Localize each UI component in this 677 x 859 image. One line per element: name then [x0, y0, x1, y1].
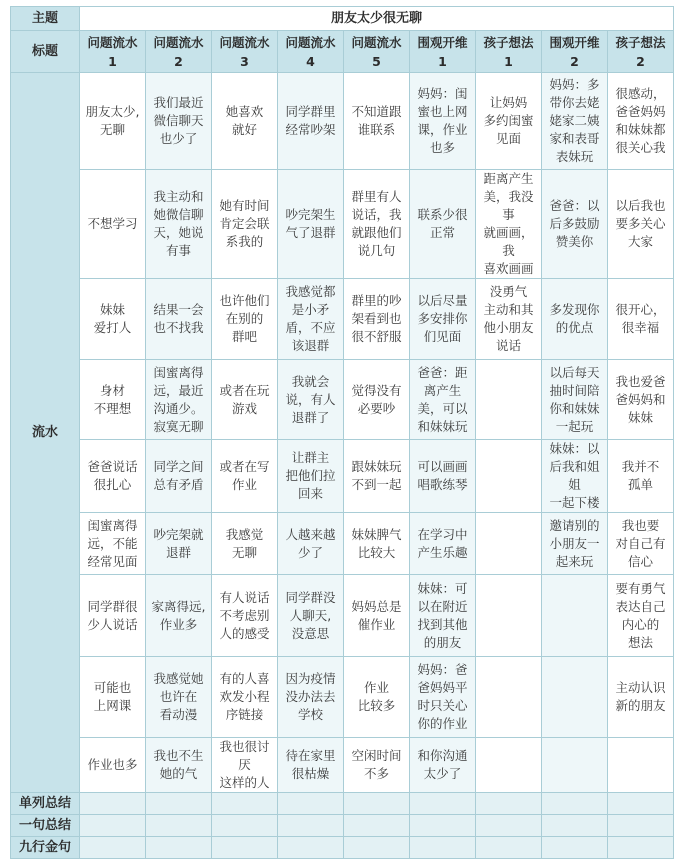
flow-cell: 有人说话 不考虑别 人的感受	[212, 575, 278, 657]
summary-cell	[608, 815, 674, 837]
flow-cell: 爸爸：距 离产生 美，可以 和妹妹玩	[410, 360, 476, 440]
flow-cell: 不知道跟 谁联系	[344, 73, 410, 170]
flow-cell: 她有时间 肯定会联 系我的	[212, 170, 278, 279]
summary-label: 单列总结	[11, 793, 80, 815]
flow-cell: 主动认识 新的朋友	[608, 657, 674, 738]
summary-cell	[344, 815, 410, 837]
flow-cell: 可能也 上网课	[80, 657, 146, 738]
summary-cell	[212, 793, 278, 815]
flow-cell	[476, 657, 542, 738]
summary-cell	[212, 815, 278, 837]
flow-cell: 吵完架就 退群	[146, 513, 212, 575]
flow-cell: 在学习中 产生乐趣	[410, 513, 476, 575]
flow-cell: 同学群没 人聊天, 没意思	[278, 575, 344, 657]
flow-cell: 邀请别的 小朋友一 起来玩	[542, 513, 608, 575]
flow-cell: 同学之间 总有矛盾	[146, 440, 212, 513]
flow-cell	[608, 738, 674, 793]
flow-cell	[476, 575, 542, 657]
flow-cell: 妹妹：可 以在附近 找到其他 的朋友	[410, 575, 476, 657]
flow-cell: 妈妈总是 催作业	[344, 575, 410, 657]
flow-cell: 没勇气 主动和其 他小朋友 说话	[476, 279, 542, 360]
topic-label: 主题	[11, 7, 80, 31]
flow-cell: 群里的吵 架看到也 很不舒服	[344, 279, 410, 360]
column-header: 问题流水 2	[146, 31, 212, 73]
flow-cell: 多发现你 的优点	[542, 279, 608, 360]
flow-cell: 吵完架生 气了退群	[278, 170, 344, 279]
header-label: 标题	[11, 31, 80, 73]
flow-cell: 空闲时间 不多	[344, 738, 410, 793]
summary-cell	[146, 815, 212, 837]
flow-cell: 妈妈：爸 爸妈妈平 时只关心 你的作业	[410, 657, 476, 738]
flow-cell: 爸爸：以 后多鼓励 赞美你	[542, 170, 608, 279]
flow-cell: 以后尽量 多安排你 们见面	[410, 279, 476, 360]
flow-cell: 我也不生 她的气	[146, 738, 212, 793]
summary-cell	[278, 837, 344, 859]
flow-cell: 很开心， 很幸福	[608, 279, 674, 360]
flow-cell: 有的人喜 欢发小程 序链接	[212, 657, 278, 738]
flow-cell: 让群主 把他们拉 回来	[278, 440, 344, 513]
summary-cell	[146, 793, 212, 815]
flow-cell	[542, 657, 608, 738]
column-header: 孩子想法 2	[608, 31, 674, 73]
summary-cell	[80, 815, 146, 837]
thinking-flow-table	[10, 6, 674, 859]
flow-cell: 爸爸说话 很扎心	[80, 440, 146, 513]
flow-cell: 她喜欢 就好	[212, 73, 278, 170]
flow-cell: 或者在玩 游戏	[212, 360, 278, 440]
summary-cell	[542, 815, 608, 837]
summary-label: 一句总结	[11, 815, 80, 837]
flow-cell: 不想学习	[80, 170, 146, 279]
summary-label: 九行金句	[11, 837, 80, 859]
flow-cell: 跟妹妹玩 不到一起	[344, 440, 410, 513]
flow-row	[11, 279, 674, 360]
flow-cell: 因为疫情 没办法去 学校	[278, 657, 344, 738]
summary-cell	[476, 815, 542, 837]
summary-cell	[542, 793, 608, 815]
flow-cell: 妹妹脾气 比较大	[344, 513, 410, 575]
summary-cell	[212, 837, 278, 859]
flow-cell: 可以画画 唱歌练琴	[410, 440, 476, 513]
flow-cell	[476, 360, 542, 440]
flow-cell: 朋友太少, 无聊	[80, 73, 146, 170]
summary-cell	[476, 837, 542, 859]
summary-cell	[146, 837, 212, 859]
flow-row	[11, 575, 674, 657]
flow-cell: 群里有人 说话，我 就跟他们 说几句	[344, 170, 410, 279]
flow-cell: 待在家里 很枯燥	[278, 738, 344, 793]
flow-cell: 我感觉她 也许在 看动漫	[146, 657, 212, 738]
summary-cell	[608, 837, 674, 859]
flow-cell: 以后我也 要多关心 大家	[608, 170, 674, 279]
flow-cell: 闺蜜离得 远，不能 经常见面	[80, 513, 146, 575]
flow-cell	[476, 738, 542, 793]
column-header: 问题流水 4	[278, 31, 344, 73]
column-header: 围观开维 2	[542, 31, 608, 73]
flow-cell: 我也要 对自己有 信心	[608, 513, 674, 575]
flow-row	[11, 360, 674, 440]
flow-cell: 结果一会 也不找我	[146, 279, 212, 360]
summary-cell	[410, 815, 476, 837]
flow-row	[11, 513, 674, 575]
summary-cell	[410, 793, 476, 815]
summary-cell	[278, 793, 344, 815]
flow-cell: 妹妹 爱打人	[80, 279, 146, 360]
flow-row	[11, 73, 674, 170]
flow-cell: 身材 不理想	[80, 360, 146, 440]
column-header: 围观开维 1	[410, 31, 476, 73]
flow-cell: 让妈妈 多约闺蜜 见面	[476, 73, 542, 170]
flow-cell: 家离得远, 作业多	[146, 575, 212, 657]
flow-cell: 联系少很 正常	[410, 170, 476, 279]
flow-row	[11, 657, 674, 738]
column-header: 问题流水 5	[344, 31, 410, 73]
flow-cell: 觉得没有 必要吵	[344, 360, 410, 440]
flow-cell: 作业 比较多	[344, 657, 410, 738]
flow-cell: 也许他们 在别的 群吧	[212, 279, 278, 360]
flow-cell: 我主动和 她微信聊 天，她说 有事	[146, 170, 212, 279]
flow-cell	[542, 738, 608, 793]
flow-cell: 我就会 说，有人 退群了	[278, 360, 344, 440]
flow-cell	[542, 575, 608, 657]
flow-cell: 我并不 孤单	[608, 440, 674, 513]
summary-cell	[476, 793, 542, 815]
flow-row	[11, 440, 674, 513]
flow-cell: 我感觉 无聊	[212, 513, 278, 575]
flow-cell: 妈妈：闺 蜜也上网 课，作业 也多	[410, 73, 476, 170]
flow-cell	[476, 513, 542, 575]
flow-cell: 作业也多	[80, 738, 146, 793]
summary-cell	[80, 793, 146, 815]
summary-cell	[80, 837, 146, 859]
flow-cell: 要有勇气 表达自己 内心的 想法	[608, 575, 674, 657]
flow-cell: 我感觉都 是小矛 盾，不应 该退群	[278, 279, 344, 360]
flow-cell	[476, 440, 542, 513]
column-header: 问题流水 3	[212, 31, 278, 73]
summary-cell	[608, 793, 674, 815]
summary-cell	[344, 837, 410, 859]
topic-title: 朋友太少很无聊	[80, 7, 674, 31]
flow-cell: 同学群里 经常吵架	[278, 73, 344, 170]
flow-cell: 妹妹：以 后我和姐姐 一起下楼	[542, 440, 608, 513]
flow-cell: 我们最近 微信聊天 也少了	[146, 73, 212, 170]
flow-cell: 我也很讨厌 这样的人	[212, 738, 278, 793]
summary-cell	[542, 837, 608, 859]
flow-cell: 很感动， 爸爸妈妈 和妹妹都 很关心我	[608, 73, 674, 170]
flow-cell: 我也爱爸 爸妈妈和 妹妹	[608, 360, 674, 440]
flow-cell: 闺蜜离得 远，最近 沟通少。 寂寞无聊	[146, 360, 212, 440]
flow-cell: 和你沟通 太少了	[410, 738, 476, 793]
summary-cell	[278, 815, 344, 837]
flow-cell: 妈妈：多 带你去姥 姥家二姨 家和表哥 表妹玩	[542, 73, 608, 170]
summary-cell	[410, 837, 476, 859]
flow-cell: 或者在写 作业	[212, 440, 278, 513]
flow-label: 流水	[11, 73, 80, 793]
flow-cell: 以后每天 抽时间陪 你和妹妹 一起玩	[542, 360, 608, 440]
flow-cell: 人越来越 少了	[278, 513, 344, 575]
flow-row	[11, 738, 674, 793]
flow-cell: 同学群很 少人说话	[80, 575, 146, 657]
flow-row	[11, 170, 674, 279]
column-header: 问题流水 1	[80, 31, 146, 73]
column-header: 孩子想法 1	[476, 31, 542, 73]
summary-cell	[344, 793, 410, 815]
flow-cell: 距离产生 美，我没事 就画画，我 喜欢画画	[476, 170, 542, 279]
